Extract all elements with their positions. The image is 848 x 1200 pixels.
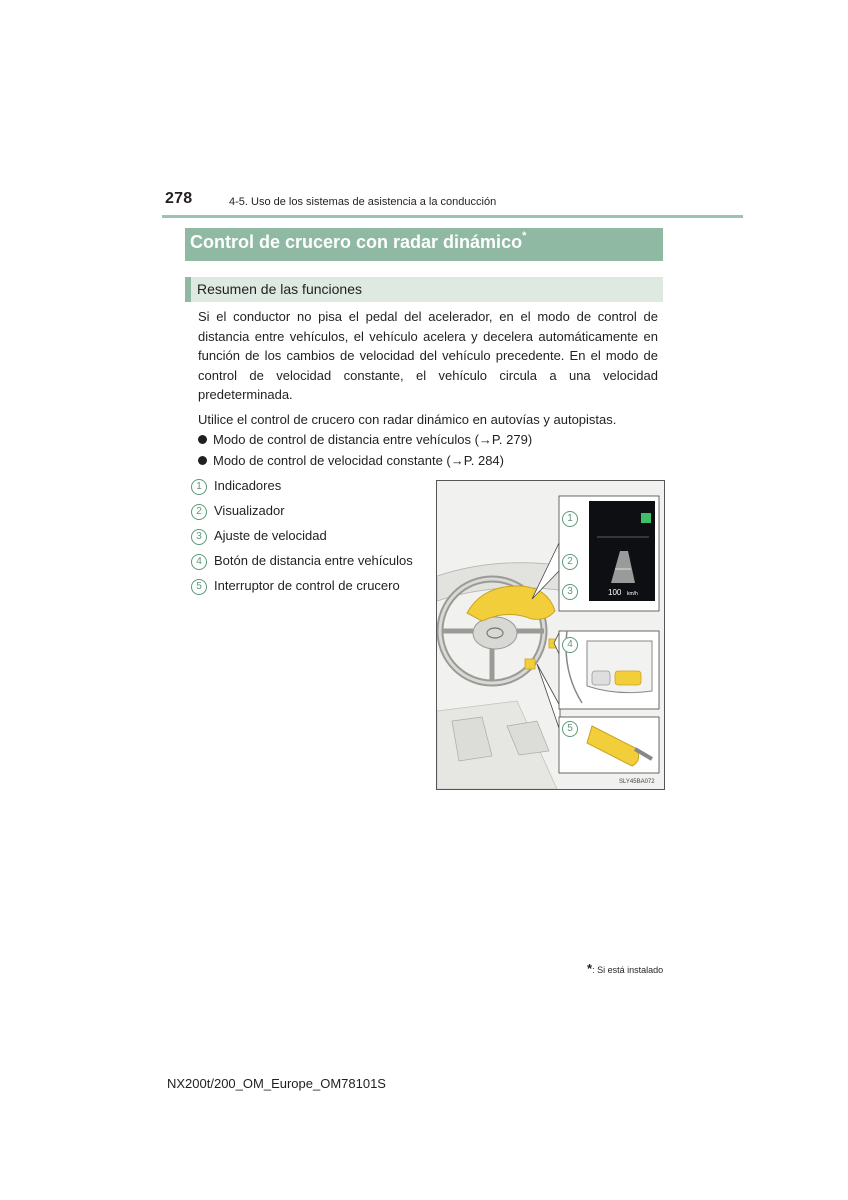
title-footnote-mark: *	[522, 230, 527, 242]
document-code: NX200t/200_OM_Europe_OM78101S	[167, 1076, 386, 1091]
bullet-text: Modo de control de distancia entre vehículos (→P. 279)	[213, 432, 533, 447]
bullet-item	[198, 430, 532, 450]
legend-label: Visualizador	[214, 503, 285, 518]
callout-number-icon: 3	[191, 529, 207, 545]
intro-paragraph: Si el conductor no pisa el pedal del acelerador, en el modo de control de distancia entre vehículos, el vehículo acelera y decelera automáticamente en función de los cambios de velocidad del vehículo precedente. En el modo de control de velocidad constante, el vehículo circula a una velocidad predeterminada.	[198, 309, 658, 402]
page-title: Control de crucero con radar dinámico	[190, 232, 523, 252]
title-bar	[185, 228, 663, 261]
callout-1-icon: 1	[562, 511, 578, 527]
bullet-text: Modo de control de velocidad constante (→P. 284)	[213, 453, 504, 468]
callout-number-icon: 5	[191, 579, 207, 595]
legend-item	[191, 552, 413, 570]
speed-unit: km/h	[627, 591, 638, 597]
subtitle-bar	[185, 277, 663, 302]
bullet-icon	[198, 456, 207, 465]
section-subtitle: Resumen de las funciones	[197, 281, 362, 297]
page-number: 278	[165, 190, 193, 207]
bullet-icon	[198, 435, 207, 444]
usage-paragraph: Utilice el control de crucero con radar dinámico en autovías y autopistas.	[198, 412, 617, 427]
footnote-text: : Si está instalado	[592, 965, 664, 975]
callout-number-icon: 1	[191, 479, 207, 495]
legend-label: Interruptor de control de crucero	[214, 578, 400, 593]
header-rule	[162, 215, 743, 218]
speed-readout: 100	[608, 588, 622, 597]
legend-item	[191, 502, 285, 520]
cockpit-illustration	[436, 480, 665, 790]
footnote-mark: *	[587, 961, 593, 976]
legend-item	[191, 527, 327, 545]
callout-2-icon: 2	[562, 554, 578, 570]
callout-number-icon: 2	[191, 504, 207, 520]
legend-label: Ajuste de velocidad	[214, 528, 327, 543]
footnote	[587, 961, 663, 976]
figure-code: SLY45BA072	[619, 779, 655, 785]
legend-item	[191, 477, 281, 495]
legend-label: Indicadores	[214, 478, 282, 493]
callout-number-icon: 4	[191, 554, 207, 570]
callout-3-icon: 3	[562, 584, 578, 600]
section-label: 4-5. Uso de los sistemas de asistencia a la conducción	[229, 196, 497, 208]
bullet-item	[198, 451, 504, 471]
legend-label: Botón de distancia entre vehículos	[214, 553, 413, 568]
legend-item	[191, 577, 400, 595]
callout-4-icon: 4	[562, 637, 578, 653]
callout-5-icon: 5	[562, 721, 578, 737]
